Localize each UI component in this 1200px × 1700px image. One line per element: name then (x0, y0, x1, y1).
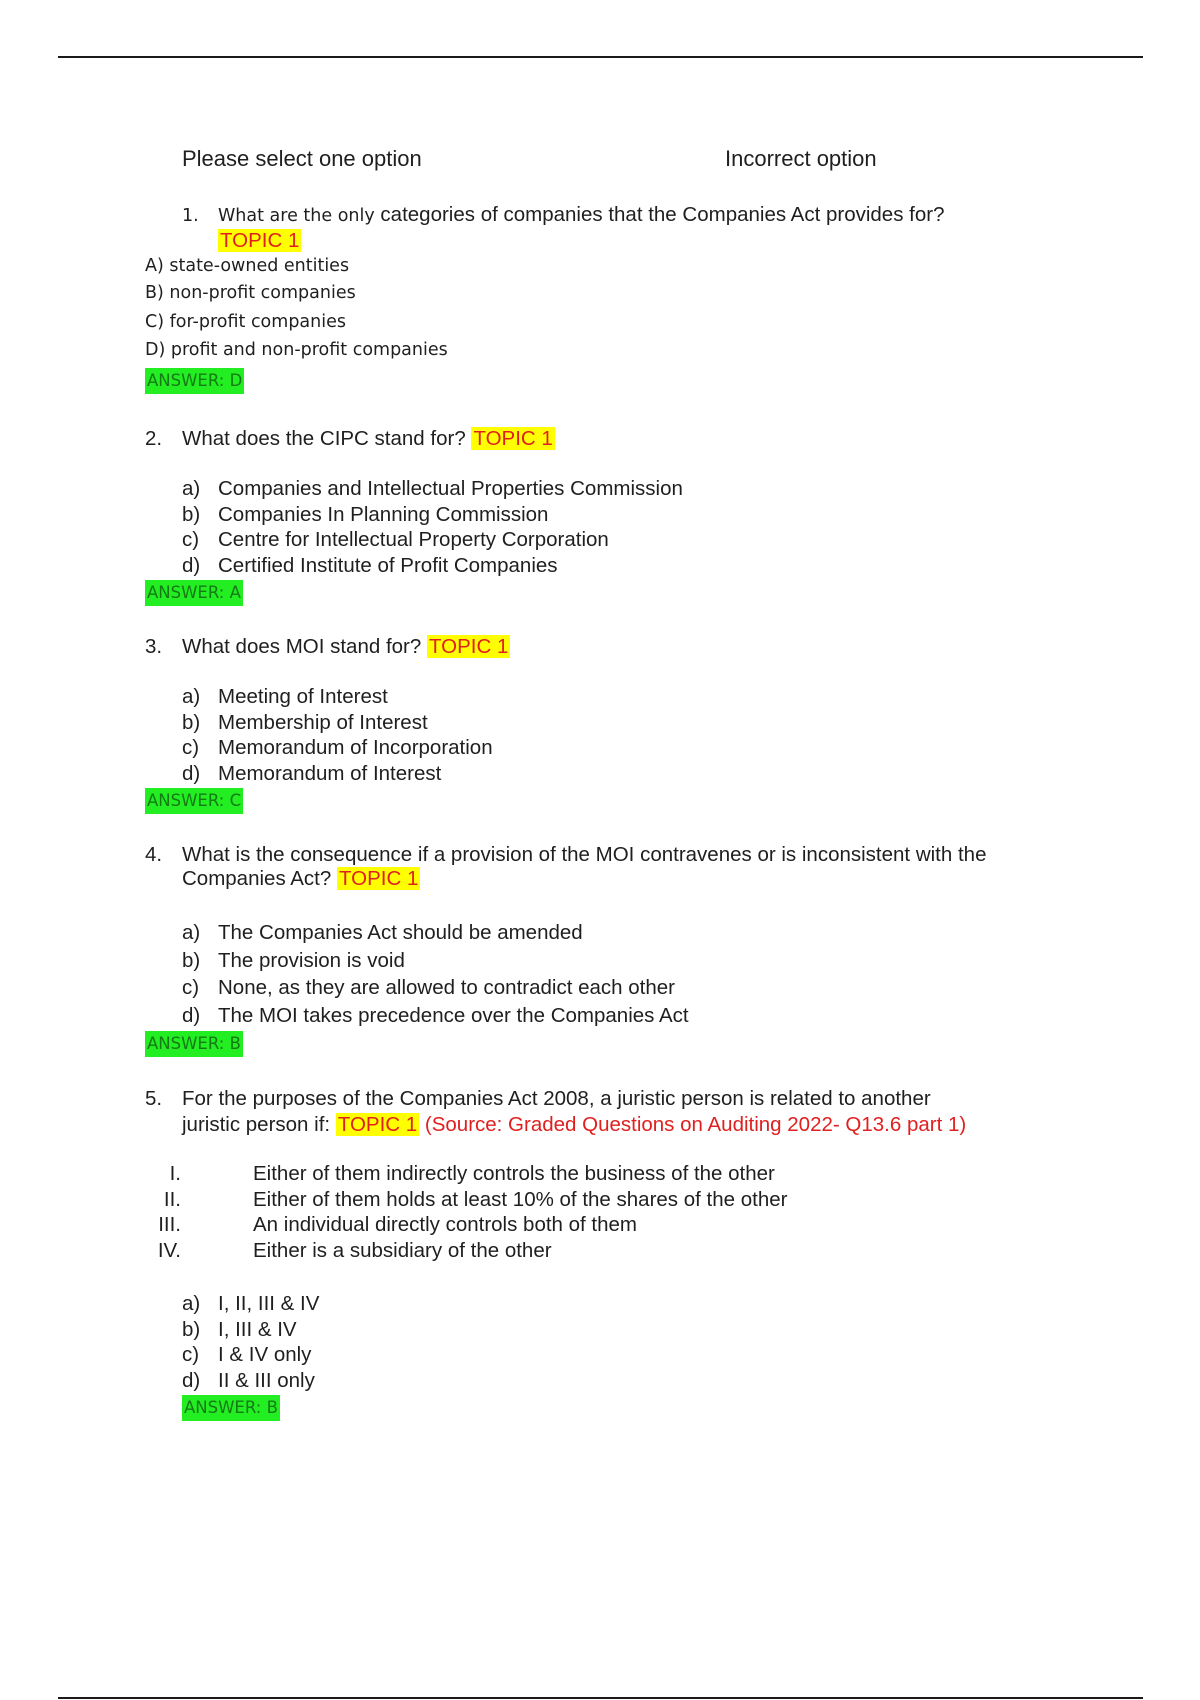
header-left: Please select one option (182, 146, 422, 171)
bottom-rule (58, 1697, 1143, 1699)
roman-item-4: IV. Either is a subsidiary of the other (157, 1238, 552, 1262)
question-1-topic: TOPIC 1 (220, 229, 300, 252)
question-5-line-1 (145, 1086, 931, 1112)
question-5-option-c: c) I & IV only (182, 1343, 312, 1366)
question-5-options (182, 1291, 319, 1393)
question-2-text: What does the CIPC stand for? (182, 427, 466, 450)
question-4-option-a: a) The Companies Act should be amended (182, 921, 583, 944)
question-4-answer: ANSWER: B (145, 1031, 243, 1057)
header-right: Incorrect option (725, 146, 877, 171)
question-4-option-c: c) None, as they are allowed to contradict each other (182, 976, 675, 999)
question-4-options (182, 920, 689, 1028)
question-2-answer: ANSWER: A (145, 580, 243, 606)
question-2-options (182, 476, 683, 578)
question-2-option-d: d) Certified Institute of Profit Companies (182, 553, 558, 577)
question-1-text-start: What are the only (218, 206, 375, 226)
question-2-number: 2. (145, 427, 163, 450)
question-1-text: categories of companies that the Companies Act provides for? (380, 203, 945, 226)
roman-item-1: I. Either of them indirectly controls the business of the other (169, 1162, 775, 1185)
question-3-answer: ANSWER: C (145, 788, 243, 814)
question-3-text: What does MOI stand for? (182, 635, 422, 658)
question-2 (145, 426, 555, 452)
question-2-option-b: b) Companies In Planning Commission (182, 502, 549, 526)
question-3-option-a: a) Meeting of Interest (182, 685, 388, 708)
question-3-option-c: c) Memorandum of Incorporation (182, 736, 493, 759)
top-rule (58, 56, 1143, 58)
question-5-option-a: a) I, II, III & IV (182, 1292, 320, 1315)
question-3-number: 3. (145, 635, 163, 658)
question-5-option-b: b) I, III & IV (182, 1317, 297, 1341)
question-1-answer: ANSWER: D (145, 368, 244, 394)
question-5-source: (Source: Graded Questions on Auditing 2022- Q13.6 part 1) (424, 1113, 967, 1136)
question-2-topic: TOPIC 1 (473, 427, 553, 450)
question-4-text-line-1: What is the consequence if a provision of the MOI contravenes or is inconsistent with the (182, 843, 987, 866)
question-5-text-line-1: For the purposes of the Companies Act 2008, a juristic person is related to another (182, 1087, 931, 1110)
question-5-answer: ANSWER: B (182, 1395, 280, 1421)
question-3-topic: TOPIC 1 (428, 635, 509, 658)
roman-item-2: II. Either of them holds at least 10% of the shares of the other (163, 1187, 788, 1211)
question-3-option-b: b) Membership of Interest (182, 710, 428, 734)
question-1-option-b: B) non-profit companies (145, 283, 356, 303)
question-4-line-2 (182, 866, 420, 892)
roman-item-3: III. An individual directly controls both of them (158, 1213, 638, 1236)
question-5-text-line-2: juristic person if: (182, 1113, 331, 1136)
question-5-option-d: d) II & III only (182, 1368, 315, 1392)
question-4-topic: TOPIC 1 (338, 867, 419, 890)
question-4-line-1 (145, 842, 986, 868)
question-3 (145, 634, 510, 660)
question-1 (182, 202, 944, 229)
question-5-roman-list (145, 1161, 787, 1263)
question-1-number: 1. (182, 206, 199, 226)
question-3-option-d: d) Memorandum of Interest (182, 761, 442, 785)
question-5-number: 5. (145, 1087, 163, 1110)
question-1-topic-line (218, 228, 301, 254)
question-4-text-line-2: Companies Act? (182, 867, 332, 890)
question-2-option-c: c) Centre for Intellectual Property Corporation (182, 528, 609, 551)
question-4-number: 4. (145, 843, 163, 866)
question-4-option-b: b) The provision is void (182, 948, 405, 972)
question-2-option-a: a) Companies and Intellectual Properties Commission (182, 477, 683, 500)
question-3-options (182, 684, 493, 786)
question-1-option-a: A) state-owned entities (145, 256, 350, 276)
question-1-option-d: D) profit and non-profit companies (145, 340, 448, 360)
question-5-line-2 (182, 1112, 966, 1138)
question-5-topic: TOPIC 1 (337, 1113, 418, 1136)
question-1-option-c: C) for-profit companies (145, 312, 346, 332)
question-4-option-d: d) The MOI takes precedence over the Companies Act (182, 1003, 689, 1027)
